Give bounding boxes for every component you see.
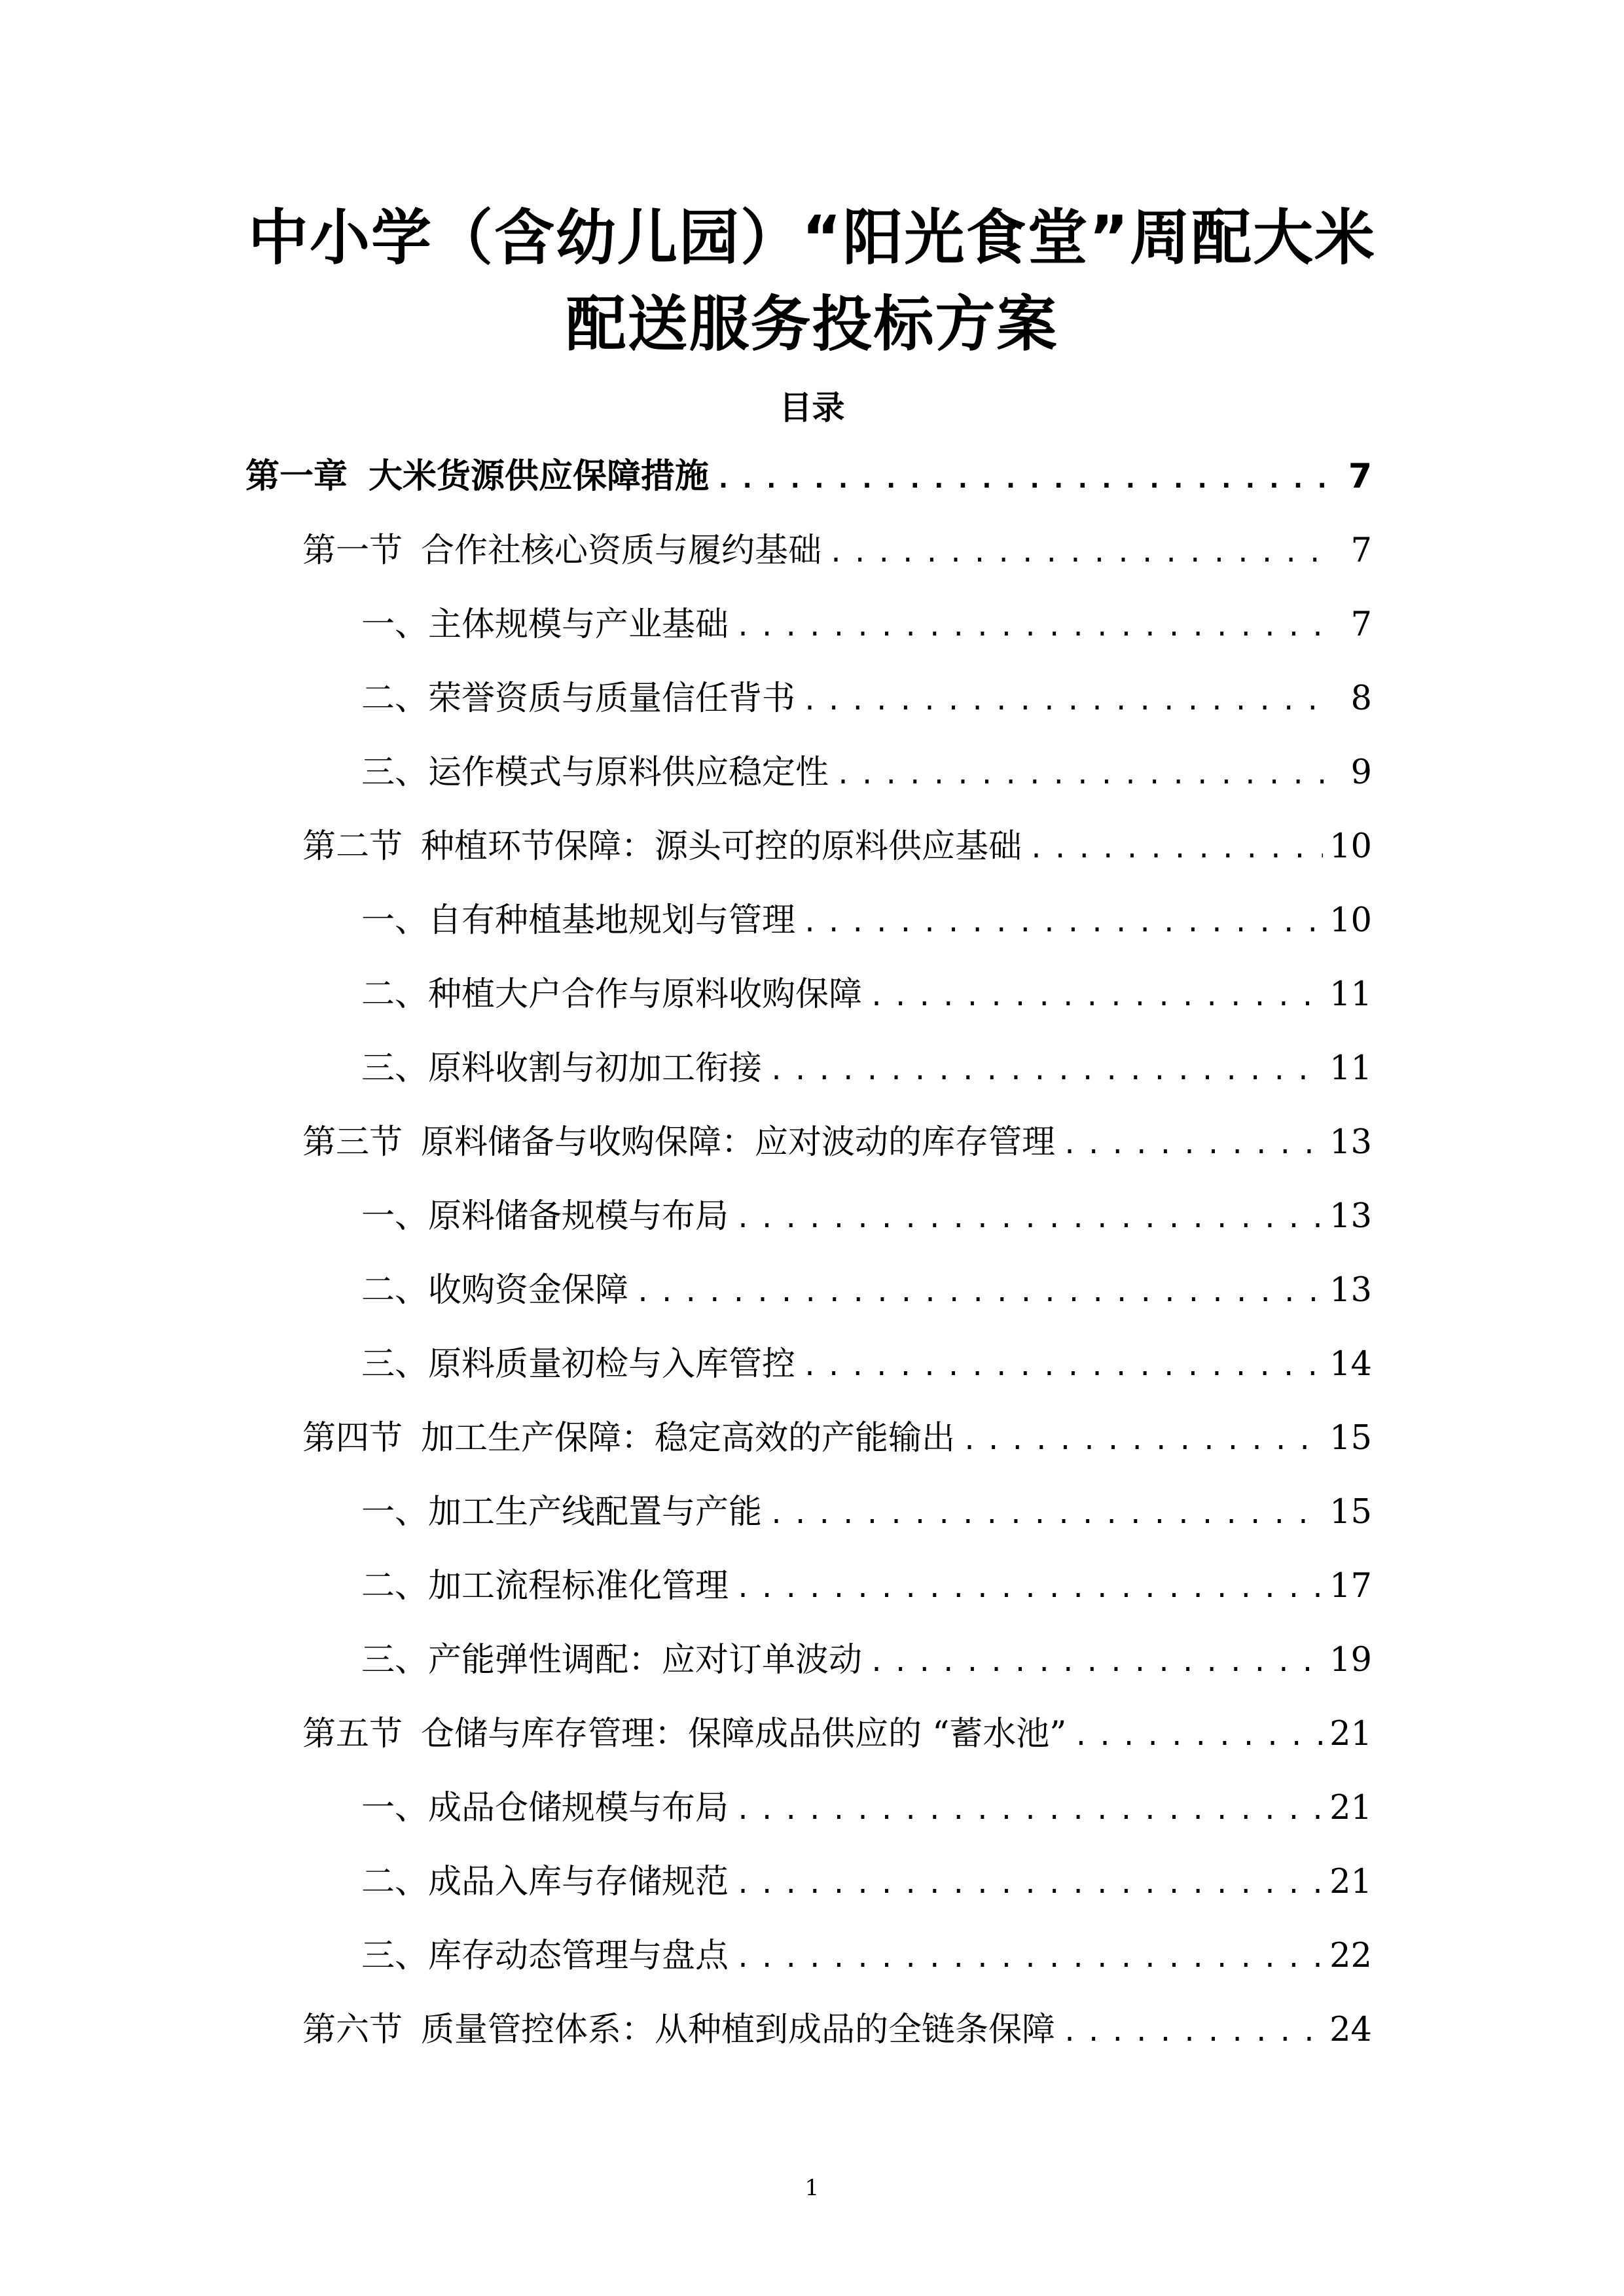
toc-entry-number: 三、: [361, 1936, 429, 1975]
toc-entry-label: 质量管控体系：从种植到成品的全链条保障: [421, 2010, 1056, 2049]
toc-dot-leader: [715, 466, 1326, 503]
toc-entry-label: 原料收割与初加工衔接: [428, 1049, 763, 1088]
toc-entry[interactable]: [361, 1560, 1372, 1612]
toc-entry-label: 合作社核心资质与履约基础: [421, 531, 822, 570]
toc-entry[interactable]: [361, 968, 1372, 1020]
toc-dot-leader: [835, 762, 1326, 798]
toc-entry-page: 22: [1329, 1936, 1372, 1975]
toc-entry-number: 三、: [361, 1344, 429, 1384]
toc-entry-page: 7: [1350, 605, 1372, 644]
toc-dot-leader: [1062, 2019, 1323, 2056]
toc-entry-number: 二、: [361, 1566, 429, 1605]
toc-dot-leader: [869, 1649, 1323, 1686]
toc-entry[interactable]: [361, 1782, 1372, 1834]
toc-entry[interactable]: [302, 1116, 1372, 1168]
toc-entry-number: 二、: [361, 975, 429, 1014]
toc-entry[interactable]: [361, 1856, 1372, 1908]
toc-entry-label: 成品入库与存储规范: [428, 1862, 729, 1901]
toc-entry-number: 一、: [361, 1492, 429, 1532]
toc-dot-leader: [735, 614, 1326, 651]
toc-entry-number: 第四节: [302, 1418, 403, 1458]
toc-entry-number: 一、: [361, 1788, 429, 1827]
toc-entry-page: 13: [1329, 1122, 1372, 1162]
toc-dot-leader: [962, 1427, 1323, 1464]
toc-entry-number: 一、: [361, 605, 429, 644]
toc-entry-label: 运作模式与原料供应稳定性: [428, 753, 829, 792]
toc-entry-page: 10: [1329, 827, 1372, 866]
toc-entry-page: 11: [1329, 975, 1372, 1014]
toc-entry[interactable]: [361, 1929, 1372, 1982]
toc-entry-page: 8: [1350, 679, 1372, 718]
toc-dot-leader: [1062, 1132, 1323, 1168]
toc-entry-number: 三、: [361, 753, 429, 792]
toc-dot-leader: [1073, 1723, 1323, 1760]
toc-dot-leader: [735, 1871, 1323, 1908]
toc-entry-label: 收购资金保障: [428, 1270, 629, 1310]
toc-entry-number: 一、: [361, 901, 429, 940]
toc-entry-number: 第六节: [302, 2010, 403, 2049]
toc-dot-leader: [768, 1501, 1323, 1538]
toc-entry-page: 21: [1329, 1788, 1372, 1827]
toc-entry-number: 第一节: [302, 531, 403, 570]
toc-entry[interactable]: [245, 450, 1372, 503]
toc-entry-label: 原料储备与收购保障：应对波动的库存管理: [421, 1122, 1056, 1162]
toc-dot-leader: [802, 1354, 1323, 1390]
toc-dot-leader: [802, 910, 1323, 946]
toc-entry-page: 15: [1329, 1492, 1372, 1532]
toc-entry-number: 第二节: [302, 827, 403, 866]
toc-entry-page: 19: [1329, 1640, 1372, 1679]
toc-entry[interactable]: [302, 1412, 1372, 1464]
toc-entry-page: 10: [1329, 901, 1372, 940]
toc-entry-label: 成品仓储规模与布局: [428, 1788, 729, 1827]
toc-dot-leader: [635, 1280, 1323, 1316]
toc-entry-number: 二、: [361, 1862, 429, 1901]
toc-entry-number: 一、: [361, 1196, 429, 1236]
toc-entry[interactable]: [361, 746, 1372, 798]
toc-entry-page: 15: [1329, 1418, 1372, 1458]
toc-entry-page: 13: [1329, 1196, 1372, 1236]
toc-entry-label: 加工流程标准化管理: [428, 1566, 729, 1605]
toc-entry-number: 二、: [361, 679, 429, 718]
toc-dot-leader: [802, 688, 1326, 725]
toc-entry-page: 13: [1329, 1270, 1372, 1310]
toc-entry-label: 种植环节保障：源头可控的原料供应基础: [421, 827, 1022, 866]
toc-entry-page: 21: [1329, 1714, 1372, 1753]
toc-entry-page: 7: [1348, 457, 1372, 496]
toc-dot-leader: [735, 1206, 1323, 1242]
page-number: 1: [804, 2175, 820, 2201]
toc-dot-leader: [735, 1575, 1323, 1612]
toc-entry[interactable]: [302, 2003, 1372, 2056]
toc-entry[interactable]: [361, 1264, 1372, 1316]
toc-dot-leader: [869, 984, 1323, 1020]
toc-entry-label: 加工生产保障：稳定高效的产能输出: [421, 1418, 956, 1458]
toc-entry-label: 荣誉资质与质量信任背书: [428, 679, 796, 718]
toc-entry-page: 14: [1329, 1344, 1372, 1384]
toc-entry[interactable]: [361, 1486, 1372, 1538]
toc-entry-label: 原料质量初检与入库管控: [428, 1344, 796, 1384]
toc-entry-page: 24: [1329, 2010, 1372, 2049]
toc-dot-leader: [735, 1797, 1323, 1834]
toc-entry-number: 第一章: [245, 457, 348, 496]
toc-entry-page: 21: [1329, 1862, 1372, 1901]
toc-entry[interactable]: [302, 524, 1372, 577]
toc-entry[interactable]: [361, 1190, 1372, 1242]
toc-dot-leader: [768, 1058, 1323, 1094]
toc-entry-label: 库存动态管理与盘点: [428, 1936, 729, 1975]
toc-entry-page: 17: [1329, 1566, 1372, 1605]
toc-entry-label: 产能弹性调配：应对订单波动: [428, 1640, 863, 1679]
toc-dot-leader: [1028, 836, 1323, 872]
toc-entry-label: 仓储与库存管理：保障成品供应的 “蓄水池”: [421, 1714, 1067, 1753]
toc-entry[interactable]: [361, 598, 1372, 651]
toc-entry[interactable]: [361, 1634, 1372, 1686]
toc-entry-label: 自有种植基地规划与管理: [428, 901, 796, 940]
toc-entry-label: 主体规模与产业基础: [428, 605, 729, 644]
toc-entry-label: 加工生产线配置与产能: [428, 1492, 763, 1532]
toc-entry-number: 第三节: [302, 1122, 403, 1162]
toc-entry-label: 种植大户合作与原料收购保障: [428, 975, 863, 1014]
toc-entry[interactable]: [361, 1042, 1372, 1094]
toc-dot-leader: [828, 540, 1326, 577]
toc-entry-number: 第五节: [302, 1714, 403, 1753]
toc-heading: 目录: [779, 389, 845, 427]
toc-entry-number: 三、: [361, 1640, 429, 1679]
toc-entry[interactable]: [361, 672, 1372, 725]
toc-entry[interactable]: [361, 894, 1372, 946]
toc-entry-label: 大米货源供应保障措施: [369, 457, 710, 496]
toc-entry-number: 三、: [361, 1049, 429, 1088]
toc-entry-page: 9: [1350, 753, 1372, 792]
toc-dot-leader: [735, 1945, 1323, 1982]
document-title-line-1: 中小学（含幼儿园）“阳光食堂”周配大米: [248, 203, 1376, 273]
document-title-line-2: 配送服务投标方案: [566, 289, 1058, 359]
toc-entry-page: 7: [1350, 531, 1372, 570]
toc-entry-number: 二、: [361, 1270, 429, 1310]
toc-entry[interactable]: [302, 820, 1372, 872]
toc-entry-page: 11: [1329, 1049, 1372, 1088]
toc-entry[interactable]: [302, 1708, 1372, 1760]
toc-entry-label: 原料储备规模与布局: [428, 1196, 729, 1236]
toc-entry[interactable]: [361, 1338, 1372, 1390]
